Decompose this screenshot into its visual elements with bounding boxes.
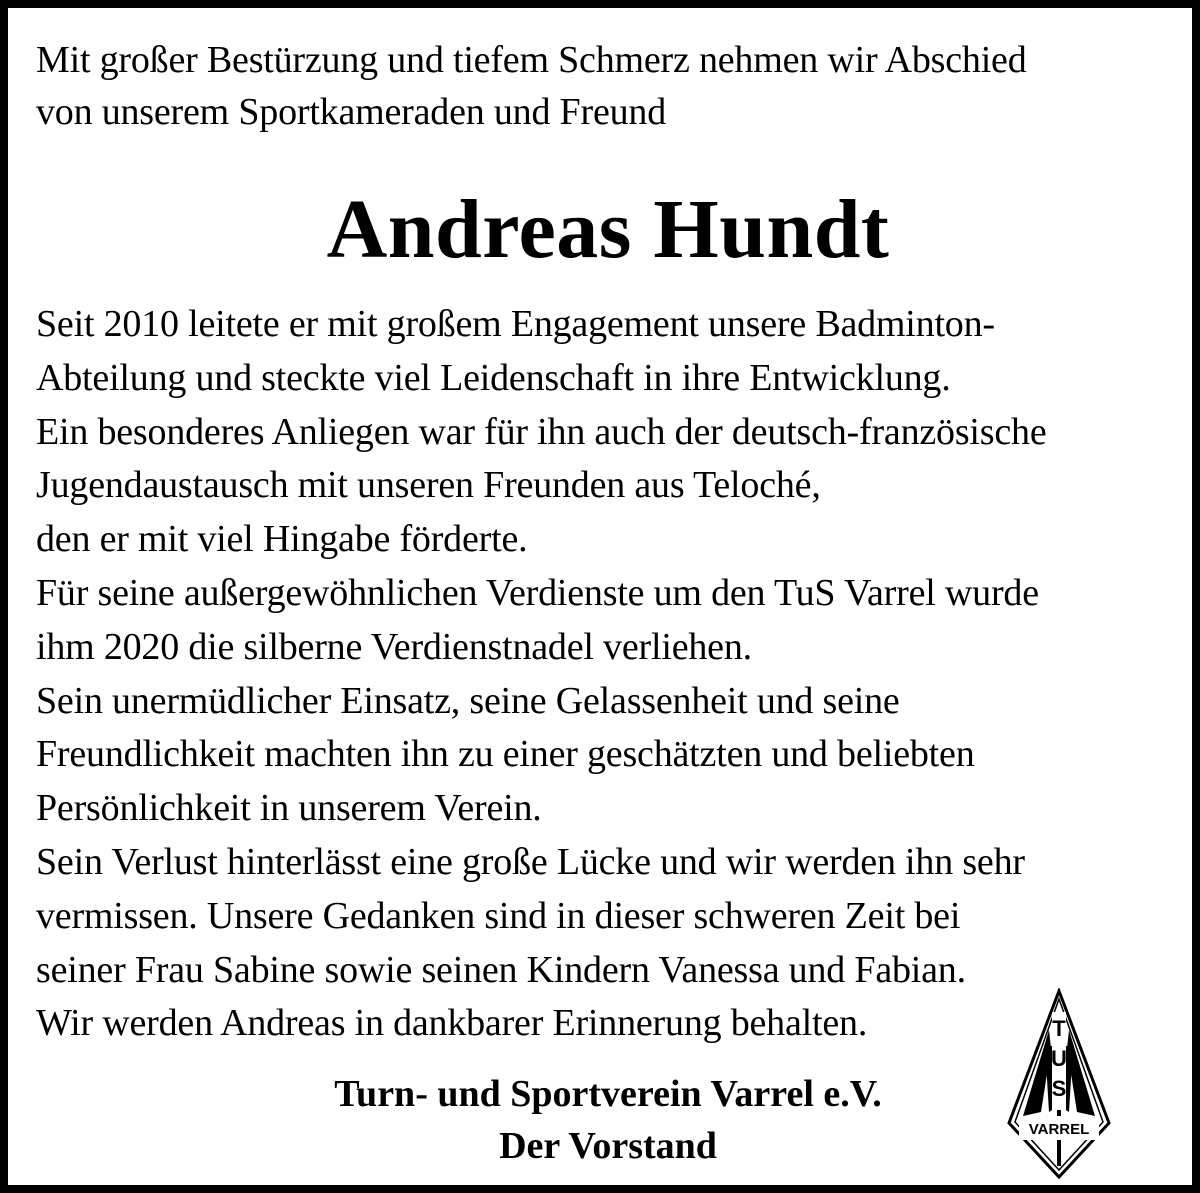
- tribute-line: Ein besonderes Anliegen war für ihn auch der deutsch-französische: [36, 410, 1047, 453]
- tribute-line: Wir werden Andreas in dankbarer Erinnerung behalten.: [36, 1002, 868, 1045]
- logo-letter: U: [1051, 1046, 1067, 1071]
- intro-text: [36, 34, 1186, 138]
- tribute-line: seiner Frau Sabine sowie seinen Kindern Vanessa und Fabian.: [36, 948, 966, 991]
- signature-board: Der Vorstand: [499, 1125, 717, 1167]
- intro-line: Mit großer Bestürzung und tiefem Schmerz nehmen wir Abschied: [36, 39, 1027, 81]
- tribute-line: Abteilung und steckte viel Leidenschaft in ihre Entwicklung.: [36, 356, 951, 399]
- tribute-line: Jugendaustausch mit unseren Freunden aus Teloché,: [36, 464, 821, 507]
- logo-letter: T: [1052, 1016, 1066, 1041]
- tribute-line: Freundlichkeit machten ihn zu einer geschätzten und beliebten: [36, 733, 975, 776]
- tribute-text: [36, 298, 1196, 1051]
- tus-varrel-logo-icon: [1005, 988, 1113, 1180]
- intro-line: von unserem Sportkameraden und Freund: [36, 91, 667, 133]
- signature-organization: Turn- und Sportverein Varrel e.V.: [334, 1073, 882, 1115]
- deceased-name: Andreas Hundt: [326, 183, 890, 276]
- tribute-line: Seit 2010 leitete er mit großem Engagement unsere Badminton-: [36, 303, 995, 345]
- tribute-line: Für seine außergewöhnlichen Verdienste um den TuS Varrel wurde: [36, 571, 1039, 614]
- logo-club-name: VARREL: [1028, 1121, 1090, 1138]
- tribute-line: Persönlichkeit in unserem Verein.: [36, 787, 542, 830]
- tribute-line: vermissen. Unsere Gedanken sind in dieser schweren Zeit bei: [36, 894, 961, 937]
- logo-letter: S: [1051, 1076, 1067, 1101]
- tribute-line: ihm 2020 die silberne Verdienstnadel verliehen.: [36, 625, 752, 668]
- tribute-line: den er mit viel Hingabe förderte.: [36, 518, 528, 561]
- tribute-line: Sein Verlust hinterlässt eine große Lücke und wir werden ihn sehr: [36, 840, 1025, 883]
- tribute-line: Sein unermüdlicher Einsatz, seine Gelassenheit und seine: [36, 679, 900, 722]
